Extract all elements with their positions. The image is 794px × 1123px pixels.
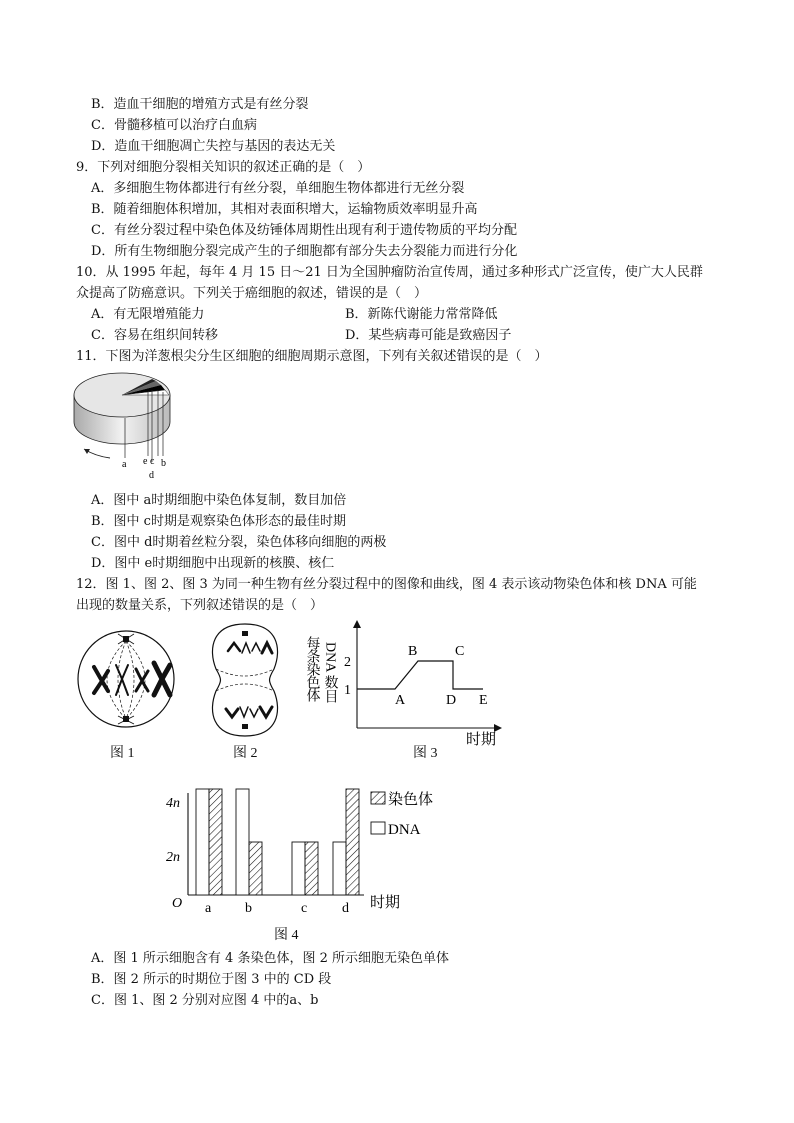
bar-dna-b	[236, 789, 249, 895]
q10-stem-line2: 众提高了防癌意识。下列关于癌细胞的叙述，错误的是（ ）	[76, 286, 428, 301]
q11-option-d: D．图中 e时期细胞中出现新的核膜、核仁	[91, 556, 335, 571]
q9-stem: 9．下列对细胞分裂相关知识的叙述正确的是（ ）	[76, 160, 371, 175]
figure-1-metaphase-cell	[76, 627, 176, 737]
figure-3-ylabel-line2: DNA 数目	[322, 642, 338, 704]
bar-chromosome-c	[305, 842, 318, 895]
figure-4-bar-chart	[160, 785, 460, 920]
q11-option-a: A．图中 a时期细胞中染色体复制，数目加倍	[91, 493, 347, 508]
xtick-a: a	[205, 901, 212, 916]
figure-3-point-c: C	[455, 644, 465, 659]
q12-stem-line2: 出现的数量关系，下列叙述错误的是（ ）	[76, 598, 324, 613]
cell-cycle-pie-diagram	[70, 370, 185, 485]
q12-option-a: A．图 1 所示细胞含有 4 条染色体，图 2 所示细胞无染色单体	[91, 951, 449, 966]
figure-1-caption: 图 1	[110, 746, 135, 761]
bar-chromosome-a	[209, 789, 222, 895]
figure-4-bars	[196, 789, 359, 895]
figure-3-xlabel: 时期	[466, 732, 497, 748]
q11-option-c: C．图中 d时期着丝粒分裂，染色体移向细胞的两极	[91, 535, 387, 550]
xtick-d: d	[342, 901, 349, 916]
xtick-c: c	[301, 901, 308, 916]
q9-option-c: C．有丝分裂过程中染色体及纺锤体周期性出现有利于遗传物质的平均分配	[91, 223, 517, 238]
q10-option-c: C．容易在组织间转移	[91, 328, 218, 343]
figure-3-ytick-1: 1	[344, 683, 351, 698]
bar-dna-d	[333, 842, 346, 895]
pie-label-c: c	[150, 456, 155, 467]
figure-3-point-d: D	[446, 693, 457, 708]
legend-swatch-dna	[371, 822, 385, 834]
q10-stem-line1: 10．从 1995 年起，每年 4 月 15 日～21 日为全国肿瘤防治宣传周，通过多种形式广泛宣传，使广大人民群	[76, 265, 703, 280]
bar-dna-c	[292, 842, 305, 895]
legend-swatch-chromosome	[371, 792, 385, 804]
q9-option-a: A．多细胞生物体都进行有丝分裂，单细胞生物体都进行无丝分裂	[91, 181, 465, 196]
bar-chromosome-b	[249, 842, 262, 895]
q10-option-a: A．有无限增殖能力	[91, 307, 205, 322]
figure-3-point-a: A	[395, 693, 406, 708]
pie-label-d: d	[149, 470, 154, 481]
q11-option-b: B．图中 c时期是观察染色体形态的最佳时期	[91, 514, 346, 529]
xtick-b: b	[245, 901, 252, 916]
q8-option-d: D．造血干细胞凋亡失控与基因的表达无关	[91, 139, 336, 154]
legend-label-chromosome: 染色体	[388, 792, 434, 808]
pie-label-a: a	[122, 459, 127, 470]
q9-option-b: B．随着细胞体积增加，其相对表面积增大，运输物质效率明显升高	[91, 202, 478, 217]
legend-label-dna: DNA	[388, 822, 421, 838]
figure-2-caption: 图 2	[233, 746, 258, 761]
figure-3-line-chart	[300, 618, 510, 748]
q9-option-d: D．所有生物细胞分裂完成产生的子细胞都有部分失去分裂能力而进行分化	[91, 244, 518, 259]
figure-4-ytick-2n: 2n	[166, 850, 180, 865]
q12-stem-line1: 12．图 1、图 2、图 3 为同一种生物有丝分裂过程中的图像和曲线，图 4 表示该动物染色体和核 DNA 可能	[76, 577, 697, 592]
q10-option-b: B．新陈代谢能力常常降低	[345, 307, 498, 322]
q8-option-b: B．造血干细胞的增殖方式是有丝分裂	[91, 97, 309, 112]
figure-3-point-b: B	[408, 644, 418, 659]
figure-4-xlabel: 时期	[370, 895, 401, 911]
bar-chromosome-d	[346, 789, 359, 895]
figure-4-origin: O	[172, 896, 183, 911]
q8-option-c: C．骨髓移植可以治疗白血病	[91, 118, 257, 133]
pie-label-e: e	[143, 456, 148, 467]
figure-3-point-e: E	[479, 693, 488, 708]
pie-label-b: b	[161, 458, 166, 469]
figure-3-caption: 图 3	[413, 746, 438, 761]
bar-dna-a	[196, 789, 209, 895]
q11-stem: 11．下图为洋葱根尖分生区细胞的细胞周期示意图，下列有关叙述错误的是（ ）	[76, 349, 548, 364]
q12-option-c: C．图 1、图 2 分别对应图 4 中的a、b	[91, 993, 319, 1008]
q10-option-d: D．某些病毒可能是致癌因子	[345, 328, 512, 343]
figure-3-ylabel-line1: 每条染色体	[304, 636, 320, 701]
figure-3-ylabel	[305, 636, 339, 703]
figure-2-dividing-cell	[206, 621, 284, 739]
figure-4-ytick-4n: 4n	[166, 796, 180, 811]
figure-4-xticks	[205, 901, 349, 916]
figure-3-curve	[357, 661, 483, 689]
figure-3-ytick-2: 2	[344, 655, 351, 670]
figure-4-caption: 图 4	[274, 928, 299, 943]
q12-option-b: B．图 2 所示的时期位于图 3 中的 CD 段	[91, 972, 332, 987]
